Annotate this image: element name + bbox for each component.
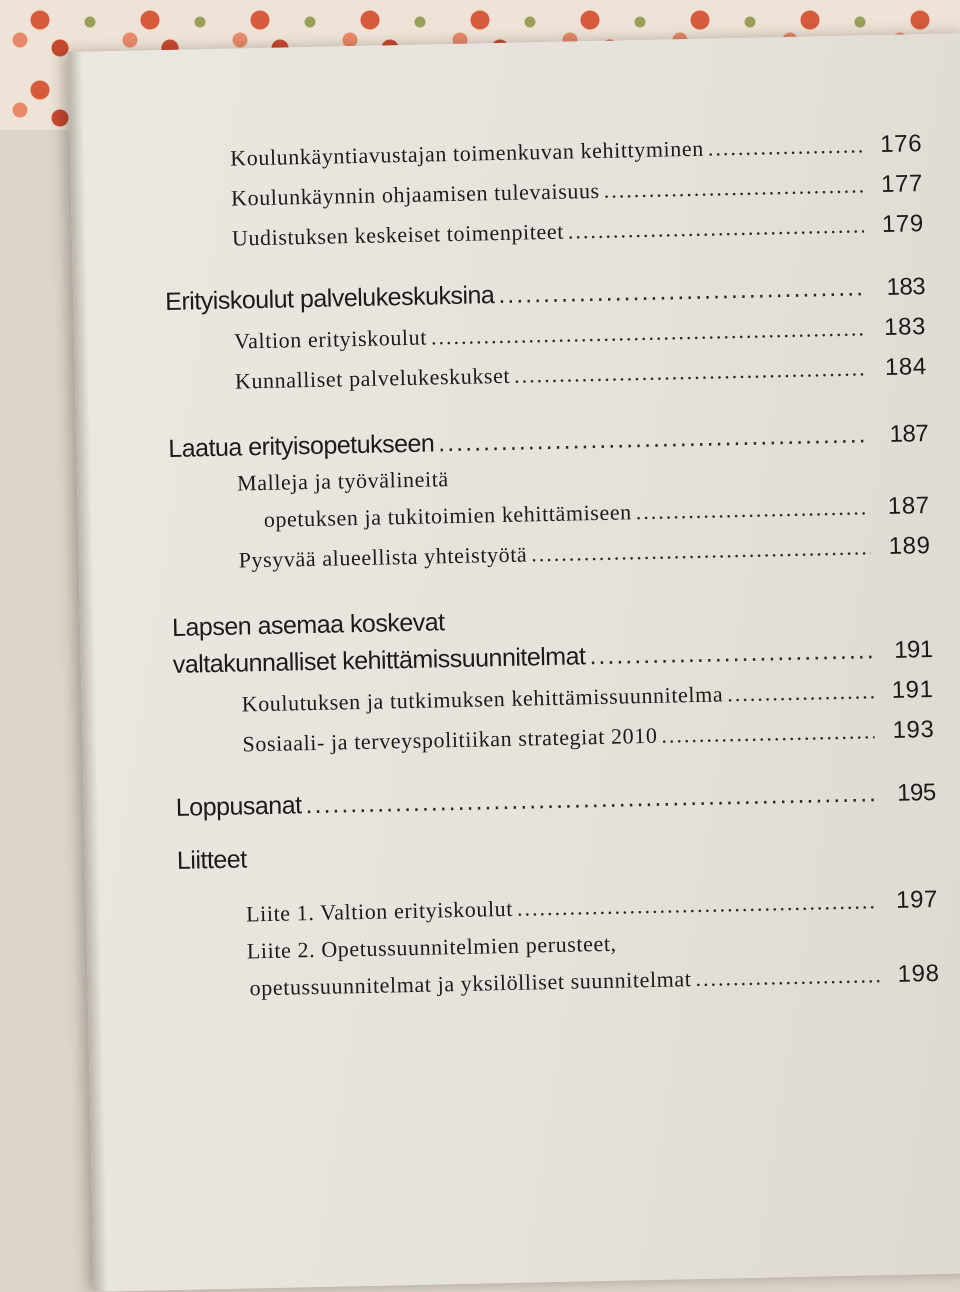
toc-entry-page: 183: [883, 313, 927, 341]
toc-leader-dots: [661, 718, 875, 748]
page-spine-shadow: [68, 52, 108, 1292]
toc-leader-dots: [531, 534, 871, 567]
toc-entry-line: [169, 456, 929, 498]
table-of-contents: [162, 130, 940, 1004]
toc-leader-dots: [727, 678, 874, 707]
toc-entry-title: Malleja ja työvälineitä: [236, 466, 450, 496]
toc-section-line: [172, 598, 932, 643]
toc-section: [165, 272, 925, 317]
toc-section-title: Loppusanat: [175, 791, 302, 822]
toc-entry: [162, 130, 922, 174]
toc-section-line: [177, 831, 937, 876]
toc-entry-page: 198: [897, 959, 940, 988]
toc-leader-dots: [431, 315, 867, 350]
toc-section-title: Erityiskoulut palvelukeskuksina: [164, 281, 495, 317]
toc-entry-title: Valtion erityiskoulut: [233, 324, 428, 354]
toc-entry: [170, 492, 930, 536]
toc-section-page: 187: [889, 420, 929, 448]
toc-entry: [163, 170, 923, 214]
toc-leader-dots: [635, 494, 869, 525]
toc-leader-dots: [568, 212, 864, 244]
toc-section: [176, 778, 936, 823]
toc-entry-page: 191: [891, 676, 934, 704]
toc-entry-page: 197: [895, 885, 939, 914]
toc-section-page: 195: [896, 778, 936, 807]
toc-section-page: 191: [893, 636, 933, 664]
toc-leader-dots: [603, 172, 863, 203]
toc-leader-dots: [498, 273, 865, 310]
toc-entry-title: Pysyvää alueellista yhteistyötä: [238, 541, 528, 573]
toc-entry: [170, 532, 930, 576]
toc-leader-dots: [305, 779, 876, 820]
toc-entry: [167, 353, 927, 397]
toc-entry: [179, 960, 939, 1004]
toc-entry-title: Uudistuksen keskeiset toimenpiteet: [231, 218, 565, 251]
toc-entry-page: 189: [888, 532, 931, 560]
toc-entry-title: Koulunkäynnin ohjaamisen tulevaisuus: [230, 177, 600, 211]
toc-leader-dots: [438, 420, 869, 458]
toc-section: [173, 635, 933, 680]
toc-entry-page: 177: [880, 170, 924, 198]
toc-entry-title: Kunnalliset palvelukeskukset: [234, 362, 511, 394]
toc-entry-title: Sosiaali- ja terveyspolitiikan strategiat 2010: [242, 722, 658, 757]
toc-leader-dots: [708, 132, 863, 161]
toc-entry: [174, 716, 934, 760]
toc-entry-title: Liite 2. Opetussuunnitelmien perusteet,: [246, 930, 617, 964]
toc-leader-dots: [695, 962, 880, 992]
toc-leader-dots: [514, 355, 867, 388]
toc-section-page: 183: [886, 273, 926, 301]
toc-section-title: Lapsen asemaa koskevat: [171, 608, 445, 642]
toc-entry-title: Koulutuksen ja tutkimuksen kehittämissuunnitelma: [241, 681, 724, 717]
toc-entry-page: 176: [879, 130, 923, 159]
book-page: [68, 33, 960, 1292]
toc-entry-title: opetussuunnitelmat ja yksilölliset suunnitelmat: [249, 966, 692, 1001]
toc-section-title: Laatua erityisopetukseen: [168, 429, 435, 463]
toc-leader-dots: [589, 636, 873, 671]
toc-entry-title: Koulunkäyntiavustajan toimenkuvan kehittyminen: [229, 135, 705, 171]
toc-section: [168, 419, 928, 464]
toc-entry: [173, 676, 933, 720]
toc-entry-page: 187: [887, 492, 930, 520]
toc-entry-page: 179: [881, 210, 925, 238]
toc-entry: [166, 313, 926, 357]
toc-entry-page: 193: [892, 716, 935, 744]
toc-entry-page: 184: [884, 353, 928, 381]
toc-leader-dots: [517, 888, 879, 922]
toc-section-title: valtakunnalliset kehittämissuunnitelmat: [172, 642, 586, 679]
toc-entry-title: Liite 1. Valtion erityiskoulut: [245, 895, 514, 927]
toc-entry: [164, 210, 924, 254]
toc-entry: [178, 886, 938, 930]
toc-section-title: Liitteet: [176, 845, 247, 875]
toc-entry-title: opetuksen ja tukitoimien kehittämiseen: [263, 499, 633, 532]
toc-entry-line: [179, 924, 939, 966]
